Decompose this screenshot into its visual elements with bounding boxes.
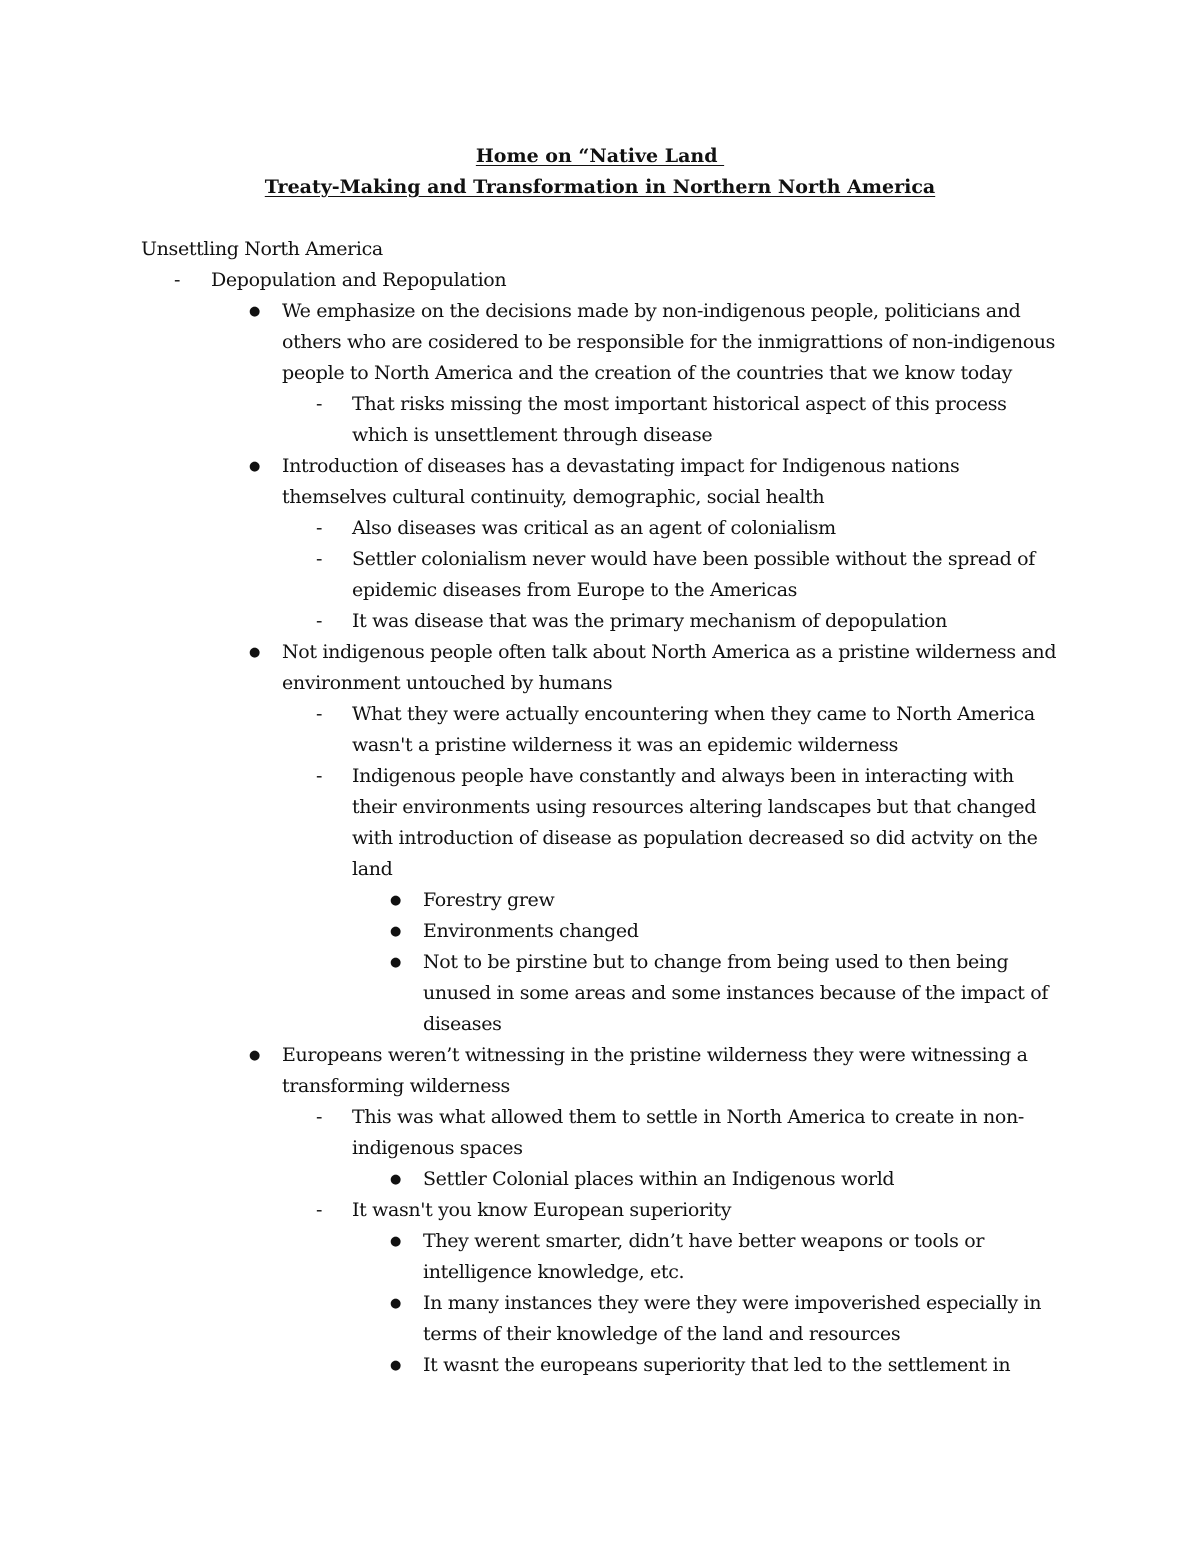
list-item-text: Also diseases was critical as an agent of colonialism xyxy=(352,517,836,539)
bullet-marker: ● xyxy=(249,645,260,660)
list-item-text: Settler colonialism never would have been possible without the spread of epidemic diseases from Europe to the Americas xyxy=(352,548,1035,601)
notes-body xyxy=(0,234,1200,1381)
section-heading xyxy=(0,234,1061,265)
list-item-text: Not indigenous people often talk about North America as a pristine wilderness and environment untouched by humans xyxy=(282,641,1057,694)
list-item-text: That risks missing the most important historical aspect of this process which is unsettlement through disease xyxy=(352,393,1007,446)
list-item-text: In many instances they were they were impoverished especially in terms of their knowledge of the land and resources xyxy=(423,1292,1042,1345)
bullet-marker: ● xyxy=(390,1234,401,1249)
list-item xyxy=(0,1164,1063,1195)
list-item xyxy=(0,947,1063,1040)
list-item-text: Depopulation and Repopulation xyxy=(211,269,507,291)
list-item xyxy=(0,451,1062,513)
bullet-marker: ● xyxy=(390,1296,401,1311)
bullet-marker: ● xyxy=(390,893,401,908)
list-item-text: It wasnt the europeans superiority that led to the settlement in xyxy=(423,1354,1011,1376)
bullet-marker: ● xyxy=(249,1048,260,1063)
list-item xyxy=(0,606,1062,637)
list-item xyxy=(0,544,1062,606)
list-item xyxy=(0,761,1062,885)
list-item-text: This was what allowed them to settle in North America to create in non-indigenous spaces xyxy=(352,1106,1024,1159)
list-item xyxy=(0,916,1063,947)
dash-marker: - xyxy=(316,393,323,415)
bullet-marker: ● xyxy=(249,459,260,474)
list-item-text: It was disease that was the primary mechanism of depopulation xyxy=(352,610,948,632)
list-item-text: We emphasize on the decisions made by non-indigenous people, politicians and others who are cosidered to be responsible for the inmigrattions of non-indigenous people to North America and the creation of the countries that we know today xyxy=(282,300,1056,384)
dash-marker: - xyxy=(316,765,323,787)
bullet-marker: ● xyxy=(390,1358,401,1373)
list-item-text: They werent smarter, didn’t have better weapons or tools or intelligence knowledge, etc. xyxy=(423,1230,985,1283)
document-subtitle: Treaty-Making and Transformation in Northern North America xyxy=(264,176,936,198)
bullet-marker: ● xyxy=(390,955,401,970)
list-item xyxy=(0,1102,1062,1164)
bullet-marker: ● xyxy=(390,1172,401,1187)
list-item xyxy=(0,637,1062,699)
dash-marker: - xyxy=(316,1199,323,1221)
list-item xyxy=(0,513,1062,544)
list-item xyxy=(0,1040,1062,1102)
list-item-text: Environments changed xyxy=(423,920,639,942)
list-item xyxy=(0,699,1062,761)
list-item xyxy=(0,296,1062,389)
list-item xyxy=(0,1195,1062,1226)
bullet-marker: ● xyxy=(390,924,401,939)
list-item xyxy=(0,1288,1063,1350)
list-item-text: Indigenous people have constantly and always been in interacting with their environments using resources altering landscapes but that changed with introduction of disease as population decreased so did actvity on the land xyxy=(352,765,1038,880)
document-title: Home on “Native Land xyxy=(475,145,725,167)
list-item xyxy=(0,1350,1063,1381)
dash-marker: - xyxy=(316,517,323,539)
dash-marker: - xyxy=(316,548,323,570)
bullet-marker: ● xyxy=(249,304,260,319)
dash-marker: - xyxy=(174,269,181,291)
list-item-text: What they were actually encountering when they came to North America wasn't a pristine wilderness it was an epidemic wilderness xyxy=(352,703,1035,756)
list-item xyxy=(0,1226,1063,1288)
list-item-text: Europeans weren’t witnessing in the pristine wilderness they were witnessing a transforming wilderness xyxy=(282,1044,1028,1097)
section-heading-text: Unsettling North America xyxy=(141,238,383,260)
dash-marker: - xyxy=(316,610,323,632)
list-item-text: Settler Colonial places within an Indigenous world xyxy=(423,1168,895,1190)
list-item xyxy=(0,389,1062,451)
list-item-text: Forestry grew xyxy=(423,889,555,911)
dash-marker: - xyxy=(316,703,323,725)
list-item xyxy=(0,265,1061,296)
list-item-text: Not to be pirstine but to change from being used to then being unused in some areas and some instances because of the impact of diseases xyxy=(423,951,1049,1035)
list-item xyxy=(0,885,1063,916)
list-item-text: Introduction of diseases has a devastating impact for Indigenous nations themselves cultural continuity, demographic, social health xyxy=(282,455,960,508)
dash-marker: - xyxy=(316,1106,323,1128)
list-item-text: It wasn't you know European superiority xyxy=(352,1199,732,1221)
